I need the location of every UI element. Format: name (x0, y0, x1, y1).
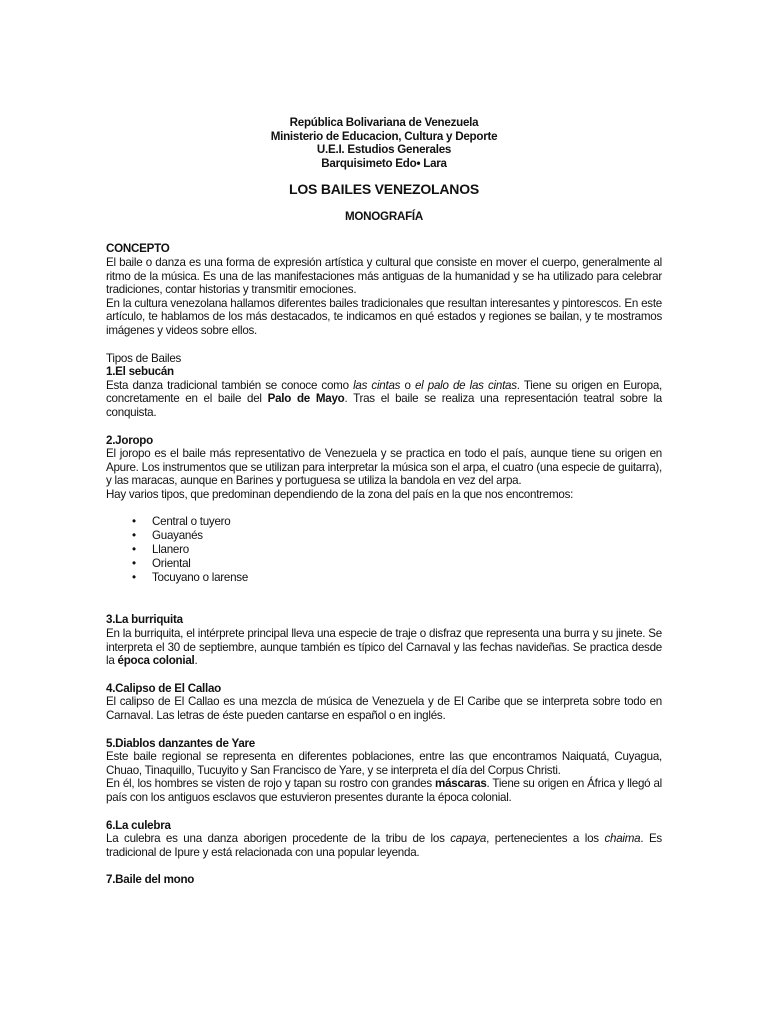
list-item: • Llanero (106, 543, 662, 557)
burriquita-paragraph (106, 627, 662, 668)
text-run: . Tiene su origen en Europa, concretamente en el baile del (106, 378, 662, 406)
section-heading-concepto: CONCEPTO (106, 242, 170, 256)
section-diablos (106, 737, 662, 805)
italic-run: capaya (450, 832, 487, 846)
section-culebra (106, 819, 662, 860)
text-run: , pertenecientes a los (486, 832, 605, 846)
header-line-city: Barquisimeto Edo• Lara (321, 156, 447, 170)
culebra-paragraph (106, 832, 662, 859)
section-joropo (106, 434, 662, 586)
section-heading-culebra: 6.La culebra (106, 818, 171, 832)
section-heading-calipso: 4.Calipso de El Callao (106, 681, 221, 695)
joropo-types-list (106, 515, 662, 585)
list-item: • Guayanés (106, 529, 662, 543)
concepto-paragraph-1: El baile o danza es una forma de expresión artística y cultural que consiste en mover el cuerpo, generalmente al ritmo de la música. Es una de las manifestaciones más antiguas de la humanidad y se ha utilizado para celebrar tradiciones, contar historias y transmitir emociones. (106, 255, 662, 297)
section-heading-burriquita: 3.La burriquita (106, 613, 183, 627)
concepto-paragraph-2: En la cultura venezolana hallamos diferentes bailes tradicionales que resultan interesantes y pintorescos. En este artículo, te hablamos de los más destacados, te indicamos en qué estados y regiones se bailan, y te mostramos imágenes y videos sobre ellos. (106, 296, 662, 337)
text-run: o (400, 378, 415, 392)
list-item: • Central o tuyero (106, 515, 662, 529)
bold-run: época colonial (117, 654, 195, 668)
section-heading-joropo: 2.Joropo (106, 433, 153, 447)
italic-run: las cintas (353, 378, 401, 392)
joropo-paragraph-1: El joropo es el baile más representativo de Venezuela y se practica en todo el país, aunque tiene su origen en Apure. Los instrumentos que se utilizan para interpretar la música son el arpa, el cuatro (una especie de guitarra), y las maracas, aunque en Barines y portuguesa se utiliza la bandola en vez del arpa. (106, 447, 662, 488)
text-run: La culebra es una danza aborigen procedente de la tribu de los (106, 832, 451, 846)
diablos-paragraph-2 (106, 777, 662, 804)
text-run: . (194, 654, 198, 668)
section-burriquita (106, 613, 662, 667)
tipos-label: Tipos de Bailes (106, 351, 182, 365)
list-item: • Oriental (106, 557, 662, 571)
text-run: En la burriquita, el intérprete principal lleva una especie de traje o disfraz que representa una burra y su jinete. Se interpreta el 30 de septiembre, aunque también es típico del Carnaval y las fechas navideñas. Se practica desde la (106, 627, 662, 668)
text-run: . Tras el baile se realiza una representación teatral sobre la conquista. (106, 392, 663, 419)
text-run: . Es tradicional de Ipure y está relacionada con una popular leyenda. (106, 832, 662, 859)
section-concepto (106, 242, 662, 337)
text-run: En él, los hombres se visten de rojo y tapan su rostro con grandes (106, 777, 436, 791)
section-heading-mono: 7.Baile del mono (106, 873, 195, 887)
section-mono (106, 873, 662, 887)
italic-run: el palo de las cintas (414, 378, 517, 392)
header-line-republic: República Bolivariana de Venezuela (289, 116, 479, 129)
document-header (106, 116, 662, 170)
section-heading-diablos: 5.Diablos danzantes de Yare (106, 736, 255, 750)
text-run: . Tiene su origen en África y llegó al país con los antiguos esclavos que estuvieron presentes durante la época colonial. (106, 777, 662, 804)
section-heading-sebucan: 1.El sebucán (106, 365, 174, 379)
section-calipso (106, 682, 662, 723)
calipso-paragraph: El calipso de El Callao es una mezcla de música de Venezuela y de El Caribe que se interpreta sobre todo en Carnaval. Las letras de éste pueden cantarse en español o en inglés. (106, 695, 662, 723)
sebucan-paragraph (106, 379, 662, 420)
section-sebucan (106, 352, 662, 420)
text-run: Esta danza tradicional también se conoce como (106, 378, 354, 392)
list-item: • Tocuyano o larense (106, 571, 662, 585)
header-line-ministry: Ministerio de Educacion, Cultura y Deporte (270, 129, 498, 143)
document-title: LOS BAILES VENEZOLANOS (288, 181, 480, 198)
italic-run: chaima (604, 832, 641, 846)
diablos-paragraph-1: Este baile regional se representa en diferentes poblaciones, entre las que encontramos Naiquatá, Cuyagua, Chuao, Tinaquillo, Tucuyito y San Francisco de Yare, y se interpreta el día del Corpus Christi. (106, 750, 662, 777)
header-line-school: U.E.I. Estudios Generales (316, 143, 452, 157)
bold-run: Palo de Mayo (267, 392, 345, 406)
bold-run: máscaras (435, 777, 487, 791)
joropo-paragraph-2: Hay varios tipos, que predominan dependiendo de la zona del país en la que nos encontremos: (106, 487, 574, 501)
document-subtitle: MONOGRAFÍA (344, 210, 423, 224)
